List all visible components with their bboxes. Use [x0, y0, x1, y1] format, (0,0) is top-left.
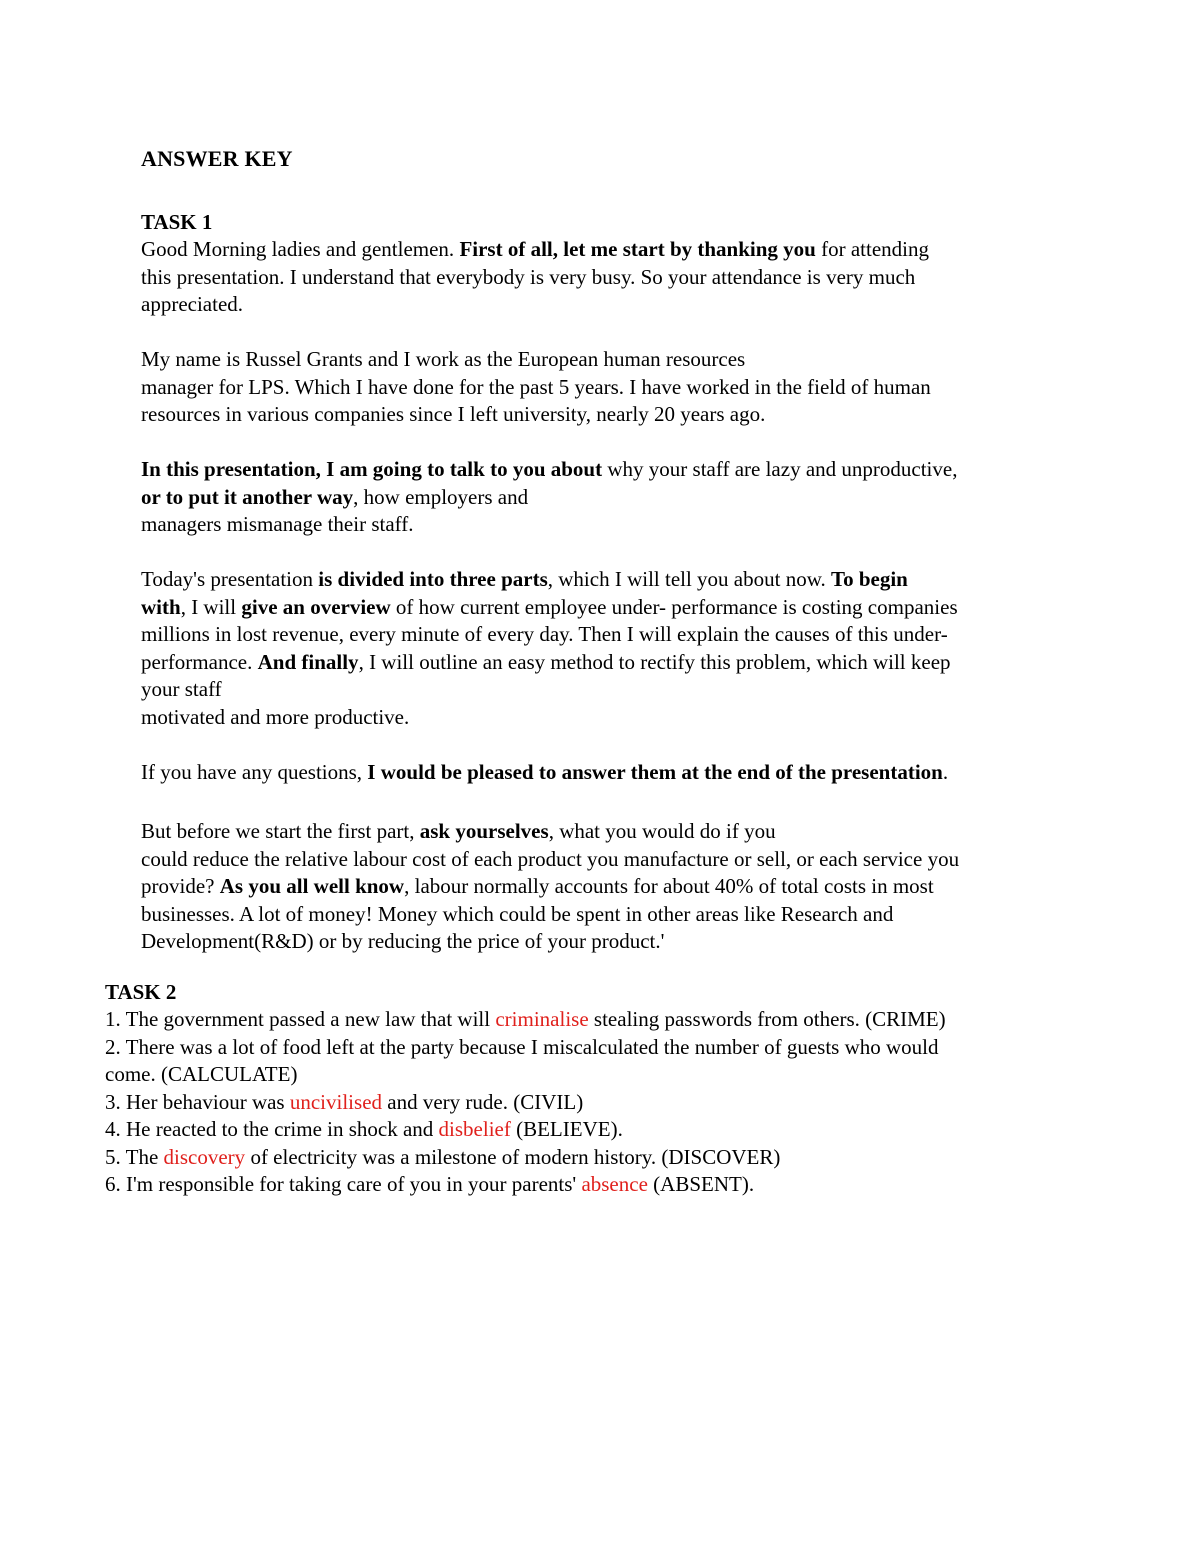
text-run: this presentation. I understand that everybody is very busy. So your attendance is very much [141, 264, 916, 289]
text-run: could reduce the relative labour cost of each product you manufacture or sell, or each service you [141, 846, 960, 871]
text-run: appreciated. [141, 292, 244, 316]
text-run: 5. The [105, 1144, 164, 1169]
text-run: of electricity was a milestone of modern history. (DISCOVER) [245, 1144, 781, 1169]
answer-word: disbelief [438, 1117, 511, 1141]
text-run: 2. There was a lot of food left at the party because I miscalculated the number of guests who would [105, 1034, 939, 1059]
text-run: and very rude. (CIVIL) [382, 1089, 584, 1114]
text-run: , how employers and [353, 484, 529, 509]
text-run: manager for LPS. Which I have done for the past 5 years. I have worked in the field of human [141, 374, 931, 399]
answer-word: discovery [163, 1144, 246, 1169]
text-run: 3. Her behaviour was [105, 1089, 290, 1114]
bold-phrase: give an overview [241, 594, 391, 619]
text-run: businesses. A lot of money! Money which could be spent in other areas like Research and [141, 901, 894, 926]
task-1-paragraph-topic [141, 456, 1071, 539]
task-2-item [105, 1006, 1065, 1034]
paragraph-gap [141, 731, 1071, 759]
task-2-item [105, 1144, 1065, 1172]
text-run: My name is Russel Grants and I work as the European human resources [141, 347, 746, 371]
bold-phrase: ask yourselves [419, 819, 549, 843]
text-run: , what you would do if you [548, 819, 776, 843]
task-2-item [105, 1089, 1065, 1117]
bold-phrase: As you all well know [219, 874, 405, 898]
answer-word: absence [581, 1172, 648, 1196]
bold-phrase: with [141, 594, 181, 619]
text-run: managers mismanage their staff. [141, 512, 414, 536]
task-1-paragraph-greeting [141, 236, 1071, 319]
text-run: Development(R&D) or by reducing the price of your product.' [141, 929, 665, 953]
task-1-paragraph-structure [141, 566, 1071, 731]
text-run: . [942, 759, 949, 784]
answer-word: uncivilised [289, 1089, 383, 1114]
paragraph-gap [141, 786, 1071, 818]
task-1-section [141, 208, 1071, 956]
paragraph-gap [141, 319, 1071, 347]
text-run: But before we start the first part, [141, 819, 420, 843]
text-run: 4. He reacted to the crime in shock and [105, 1117, 439, 1141]
task-1-heading: TASK 1 [141, 210, 213, 234]
bold-phrase: or to put it another way [141, 484, 354, 509]
text-run: Good Morning ladies and gentlemen. [141, 237, 460, 261]
paragraph-gap [141, 429, 1071, 457]
text-run: provide? [141, 874, 220, 898]
text-run: resources in various companies since I left university, nearly 20 years ago. [141, 402, 766, 426]
text-run: come. (CALCULATE) [105, 1062, 298, 1086]
text-run: millions in lost revenue, every minute of every day. Then I will explain the causes of this under- [141, 622, 948, 646]
task-1-paragraph-introduction [141, 346, 1071, 429]
text-run: If you have any questions, [141, 759, 368, 784]
text-run: , I will [180, 594, 242, 619]
text-run: (BELIEVE). [510, 1117, 623, 1141]
bold-phrase: I would be pleased to answer them at the end of the presentation [367, 759, 943, 784]
paragraph-gap [141, 539, 1071, 567]
task-2-item [105, 1116, 1065, 1144]
task-1-paragraph-questions [141, 759, 1071, 787]
task-1-paragraph-hook [141, 818, 1071, 956]
text-run: performance. [141, 649, 258, 674]
text-run: of how current employee under- performance is costing companies [390, 594, 958, 619]
bold-phrase: First of all, let me start by thanking you [459, 237, 816, 261]
answer-word: criminalise [495, 1007, 589, 1031]
text-run: stealing passwords from others. (CRIME) [588, 1007, 946, 1031]
task-2-item [105, 1034, 1065, 1089]
bold-phrase: In this presentation, I am going to talk to you about [141, 457, 603, 481]
text-run: motivated and more productive. [141, 704, 410, 729]
task-2-section [105, 978, 1065, 1199]
text-run: your staff [141, 677, 222, 701]
text-run: (ABSENT). [647, 1172, 755, 1196]
text-run: , I will outline an easy method to rectify this problem, which will keep [358, 649, 951, 674]
task-2-heading: TASK 2 [105, 980, 177, 1004]
bold-phrase: is divided into three parts [318, 567, 548, 591]
bold-phrase: And finally [257, 649, 359, 674]
task-2-item [105, 1171, 1065, 1199]
text-run: 1. The government passed a new law that will [105, 1007, 496, 1031]
text-run: 6. I'm responsible for taking care of you in your parents' [105, 1172, 582, 1196]
text-run: why your staff are lazy and unproductive, [602, 457, 958, 481]
text-run: , which I will tell you about now. [547, 567, 832, 591]
task-2-list [105, 1006, 1065, 1199]
bold-phrase: To begin [831, 567, 908, 591]
text-run: for attending [815, 237, 929, 261]
text-run: Today's presentation [141, 567, 319, 591]
text-run: , labour normally accounts for about 40% of total costs in most [404, 874, 934, 898]
document-title: ANSWER KEY [141, 146, 293, 171]
